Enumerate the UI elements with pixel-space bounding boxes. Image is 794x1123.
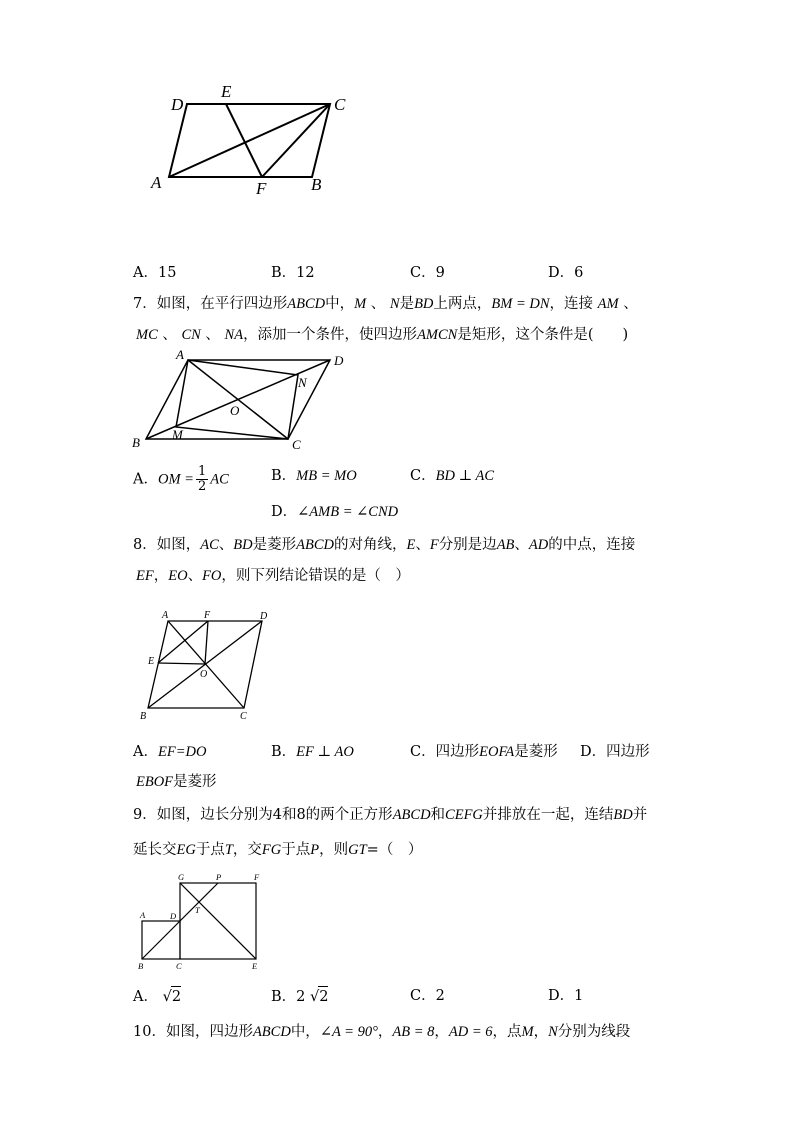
q6-option-a: A．15 — [133, 265, 177, 281]
q8-option-b: B．EF ⊥ AO — [271, 744, 354, 760]
label-e: E — [148, 656, 155, 667]
q7-option-d: D．∠AMB = ∠CND — [271, 504, 399, 520]
q8-stem-line2: EF，EO、FO，则下列结论错误的是（ ） — [136, 568, 410, 584]
label-a: A — [162, 610, 169, 621]
figure-q6 — [140, 80, 370, 200]
q7-stem-line2: MC 、 CN 、 NA，添加一个条件，使四边形AMCN是矩形，这个条件是( ) — [136, 327, 629, 343]
label-c: C — [176, 961, 182, 971]
label-a: A — [140, 910, 146, 920]
label-f: F — [254, 872, 260, 882]
label-a: A — [176, 347, 184, 362]
figure-q9 — [132, 868, 272, 976]
figure-q8 — [130, 605, 280, 725]
q10-stem-line1: 10．如图，四边形ABCD中，∠A = 90°，AB = 8，AD = 6，点M，N分别为线段 — [133, 1024, 631, 1040]
label-a: A — [151, 173, 162, 192]
q8-option-c: C．四边形EOFA是菱形 — [410, 744, 558, 760]
label-d: D — [171, 95, 184, 114]
q9-option-d: D．1 — [548, 988, 584, 1004]
figure-q7 — [126, 347, 356, 457]
q8-option-d: D．四边形 — [580, 744, 650, 760]
label-o: O — [230, 403, 240, 418]
label-c: C — [240, 711, 247, 722]
label-o: O — [200, 669, 208, 680]
label-n: N — [298, 375, 307, 390]
q6-option-b: B．12 — [271, 265, 315, 281]
q9-stem-line2: 延长交EG于点T，交FG于点P，则GT=（ ） — [133, 842, 423, 858]
q7-option-b: B．MB = MO — [271, 468, 357, 484]
segment-ef — [226, 104, 262, 177]
label-b: B — [311, 175, 322, 194]
label-m: M — [172, 427, 183, 442]
label-c: C — [292, 437, 301, 452]
label-d: D — [260, 611, 268, 622]
diagonal-ge — [180, 883, 256, 959]
label-f: F — [256, 179, 267, 198]
segment-ef — [158, 621, 208, 663]
label-b: B — [138, 961, 144, 971]
q8-option-d-cont: EBOF是菱形 — [136, 774, 217, 790]
q9-stem-line1: 9．如图，边长分别为4和8的两个正方形ABCD和CEFG并排放在一起，连结BD并 — [133, 807, 648, 823]
q8-stem-line1: 8．如图，AC、BD是菱形ABCD的对角线，E、F分别是边AB、AD的中点，连接 — [133, 537, 636, 553]
label-f: F — [204, 610, 211, 621]
label-g: G — [178, 872, 185, 882]
q9-option-c: C．2 — [410, 988, 445, 1004]
diagonal-ac — [169, 104, 330, 177]
segment-fo — [205, 621, 208, 664]
q6-option-d: D．6 — [548, 265, 584, 281]
segment-fc — [262, 104, 330, 177]
label-p: P — [216, 872, 222, 882]
q7-stem-line1: 7．如图，在平行四边形ABCD中，M 、 N是BD上两点，BM = DN，连接 AM 、 — [133, 296, 638, 312]
label-d: D — [170, 911, 177, 921]
label-d: D — [334, 353, 344, 368]
label-b: B — [140, 711, 147, 722]
label-e: E — [221, 82, 232, 101]
label-e: E — [252, 961, 258, 971]
q7-option-c: C．BD ⊥ AC — [410, 468, 495, 484]
label-c: C — [334, 95, 346, 114]
q9-option-a: A． √2 — [133, 986, 181, 1007]
label-t: T — [195, 905, 200, 915]
q7-option-a: A．OM = $\frac{1}{2}$ AC — [133, 464, 229, 494]
q6-option-c: C．9 — [410, 265, 445, 281]
label-b: B — [132, 435, 140, 450]
q9-option-b: B．2 √2 — [271, 986, 328, 1007]
q8-option-a: A．EF=DO — [133, 744, 207, 760]
segment-eo — [158, 663, 205, 664]
